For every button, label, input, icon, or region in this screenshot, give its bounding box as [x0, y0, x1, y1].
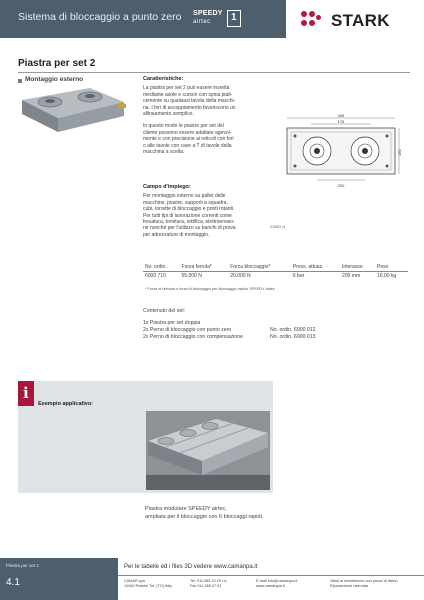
subtitle-bullet-icon	[18, 79, 22, 83]
footer-company	[124, 579, 172, 589]
footer-section-label: Piastra per set 2	[6, 563, 39, 568]
table-cell: 200 mm	[342, 273, 361, 279]
stark-logo-icon	[300, 10, 322, 28]
footer-legal-line: Riproduzione riservata	[330, 584, 368, 588]
table-row	[143, 272, 408, 281]
usage-line: cubi, torrette di bloccaggio e ponti rotanti.	[143, 206, 235, 213]
product-photo	[18, 86, 128, 138]
page-subtitle: Montaggio esterno	[25, 76, 84, 83]
technical-drawing	[283, 112, 401, 192]
table-header-cell: Interasse	[340, 263, 375, 272]
table-header-cell: Press. attuaz.	[291, 263, 340, 272]
speedy-logo-text: SPEEDY	[193, 10, 223, 17]
footer-phone-line: Tel. 011.965.10.29 r.a.	[190, 579, 228, 583]
usage-line: Per tutti tipi di lavorazione correnti come	[143, 212, 232, 219]
dim-side-label: 150	[397, 149, 402, 156]
contents-item-order: No. ordin. 6000 012	[270, 327, 316, 333]
footer-contact-line: www.camarspa.it	[256, 584, 285, 588]
footer-phone-line: Fax 011.965.47.01	[190, 584, 222, 588]
footer-phone	[190, 579, 227, 589]
features-line: mediante asole e cursori con spina piali-	[143, 91, 233, 98]
title-divider	[18, 72, 410, 73]
contents-item: 1x Piastra per set doppia	[143, 320, 201, 326]
example-caption	[145, 506, 263, 521]
footer-contact-line: E-mail info@camarspa.it	[256, 579, 298, 583]
footer-legal-line: Validi al rivestimento con prezzi di listino	[330, 579, 398, 583]
page-title: Piastra per set 2	[18, 58, 96, 69]
features-line: In questo modo le piastre per set del	[143, 123, 224, 130]
drawing-reference: 23883 N	[270, 224, 286, 229]
usage-line: Per montaggio esterno su pallet delle	[143, 193, 226, 200]
info-icon-glyph: i	[23, 384, 29, 402]
usage-line: macchine, piastre, supporti a squadra,	[143, 199, 228, 206]
speedy-logo	[193, 9, 245, 29]
features-line: na. I fori di accoppiamento favoriscono un	[143, 104, 236, 111]
footer-cad-line: Per le tabelle ed i files 3D vedere www.camanpa.it	[124, 564, 258, 570]
footer-divider	[118, 575, 424, 576]
footer-contact	[256, 579, 297, 589]
dim-top-label: 346	[337, 113, 345, 118]
usage-line: ne nonché per l'utilizzo su banchi di prova	[143, 225, 236, 232]
table-cell: 6000 710	[145, 273, 166, 279]
features-line: macchina a scelta.	[143, 149, 185, 156]
contents-item: 2x Perno di bloccaggio con compensazione	[143, 334, 244, 340]
features-heading: Caratteristiche:	[143, 76, 184, 82]
usage-section	[143, 184, 261, 238]
footer-company-line: CAMAR spa	[124, 579, 145, 583]
usage-line: per attrezzature di montaggio.	[143, 231, 210, 238]
table-cell: 6 bar	[292, 273, 305, 279]
features-line: cliente possono essere adattate agevol-	[143, 129, 232, 136]
usage-line: fresatura, tornitura, rettifica, elettroerosio-	[143, 219, 235, 226]
table-header-cell: Forza ferrula*	[180, 263, 229, 272]
header-title: Sistema di bloccaggio a punto zero	[18, 11, 182, 23]
table-header-row	[143, 263, 408, 272]
dim-bottom-label: 200	[337, 183, 345, 188]
example-caption-line: Piastra modulare SPEEDY airtec,	[145, 506, 227, 512]
table-header-cell: Peso	[375, 263, 408, 272]
dim-inner-label: 176	[337, 119, 345, 124]
usage-heading: Campo d'impiego:	[143, 184, 191, 190]
table-cell: 16,00 kg	[376, 273, 397, 279]
table-cell: 20.000 N	[230, 273, 251, 279]
footer-legal	[330, 579, 398, 589]
features-line: cemente su qualsiasi tavola della macchi-	[143, 98, 236, 105]
specs-table	[143, 263, 408, 280]
features-line: La piastra per set 2 può essere inserita	[143, 85, 230, 92]
speedy-logo-number: 1	[231, 12, 237, 23]
contents-heading: Contenuto del set:	[143, 308, 186, 314]
table-header-cell: Forza bloccaggio*	[228, 263, 291, 272]
table-cell: 55.000 N	[181, 273, 202, 279]
features-section	[143, 76, 261, 155]
info-icon	[18, 381, 34, 406]
example-label: Esempio applicativo:	[38, 401, 94, 407]
features-line: o alle tavole con cave a T di tavole della	[143, 142, 232, 149]
example-photo	[146, 411, 270, 490]
footer-page-number: 4.1	[6, 577, 20, 588]
contents-item-order: No. ordin. 6000 013	[270, 334, 316, 340]
example-caption-line: ampliata per il bloccaggio con 6 bloccaggi rapidi.	[145, 513, 264, 520]
contents-item: 2x Perno di bloccaggio con punto zero	[143, 327, 232, 333]
features-line: mente e con precisione ai reticoli con fori	[143, 136, 234, 143]
stark-logo-text: STARK	[331, 11, 390, 30]
speedy-logo-sub: airtec	[193, 19, 211, 25]
table-note: * Forza di ritenuta e forza di bloccaggio per bloccaggio rapido SPEEDY airtec	[145, 287, 275, 291]
table-header-cell: No. ordin.	[143, 263, 180, 272]
features-line: allineamento semplice.	[143, 111, 194, 118]
footer-company-line: 10040 Piobesi Tor. (TO) Italy	[124, 584, 172, 588]
speedy-logo-box	[227, 10, 241, 27]
